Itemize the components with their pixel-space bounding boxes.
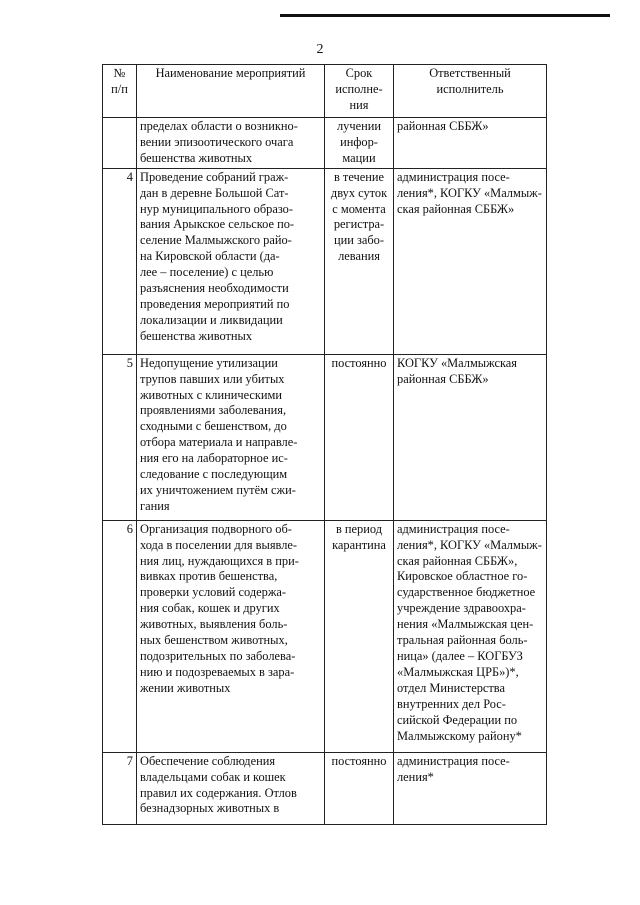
page-number: 2 xyxy=(316,42,324,57)
header-responsible: Ответственный исполнитель xyxy=(394,65,547,118)
table-row xyxy=(103,520,547,752)
row-number: 6 xyxy=(103,520,137,752)
row-term: постоянно xyxy=(325,354,394,520)
row-term: в течение двух суток с момента регистра- ции забо- левания xyxy=(325,168,394,354)
table-row xyxy=(103,354,547,520)
row-responsible: районная СББЖ» xyxy=(394,118,547,169)
row-name: Недопущение утилизации трупов павших или убитых животных с клиническими проявлениями заболевания, сходными с бешенством, до отбора материала и направле- ния его на лабораторное ис- следование с последующим их уничтожением путём сжи- гания xyxy=(137,354,325,520)
row-name: пределах области о возникно- вении эпизоотического очага бешенства животных xyxy=(137,118,325,169)
table-row xyxy=(103,752,547,824)
row-number: 5 xyxy=(103,354,137,520)
row-name: Проведение собраний граж- дан в деревне Большой Сат- нур муниципального образо- вания Арыкское сельское по- селение Малмыжского райо- на Кировской области (да- лее – поселение) с целью разъяснения необходимости проведения мероприятий по локализации и ликвидации бешенства животных xyxy=(137,168,325,354)
row-name: Обеспечение соблюдения владельцами собак и кошек правил их содержания. Отлов безнадзорных животных в xyxy=(137,752,325,824)
row-name: Организация подворного об- хода в поселении для выявле- ния лиц, нуждающихся в при- вивках против бешенства, проверки условий содержа- ния собак, кошек и других животных, выявления боль- ных бешенством животных, подозрительных по заболева- нию и подозреваемых в зара- жении животных xyxy=(137,520,325,752)
table-row xyxy=(103,168,547,354)
row-number: 7 xyxy=(103,752,137,824)
row-responsible: КОГКУ «Малмыжская районная СББЖ» xyxy=(394,354,547,520)
measures-table xyxy=(102,64,547,825)
row-term: в период карантина xyxy=(325,520,394,752)
row-number xyxy=(103,118,137,169)
row-number: 4 xyxy=(103,168,137,354)
row-term: постоянно xyxy=(325,752,394,824)
header-term: Срок исполне- ния xyxy=(325,65,394,118)
table-row xyxy=(103,118,547,169)
header-number: № п/п xyxy=(103,65,137,118)
header-name: Наименование мероприятий xyxy=(137,65,325,118)
row-responsible: администрация посе- ления* xyxy=(394,752,547,824)
row-responsible: администрация посе- ления*, КОГКУ «Малмыж- ская районная СББЖ» xyxy=(394,168,547,354)
row-responsible: администрация посе- ления*, КОГКУ «Малмыж- ская районная СББЖ», Кировское областное го- сударственное бюджетное учреждение здравоохра- нения «Малмыжская цен- тральная районная боль- ница» (далее – КОГБУЗ «Малмыжская ЦРБ»)*, отдел Министерства внутренних дел Рос- сийской Федерации по Малмыжскому району* xyxy=(394,520,547,752)
table-header-row xyxy=(103,65,547,118)
row-term: лучении инфор- мации xyxy=(325,118,394,169)
top-rule xyxy=(280,14,610,17)
